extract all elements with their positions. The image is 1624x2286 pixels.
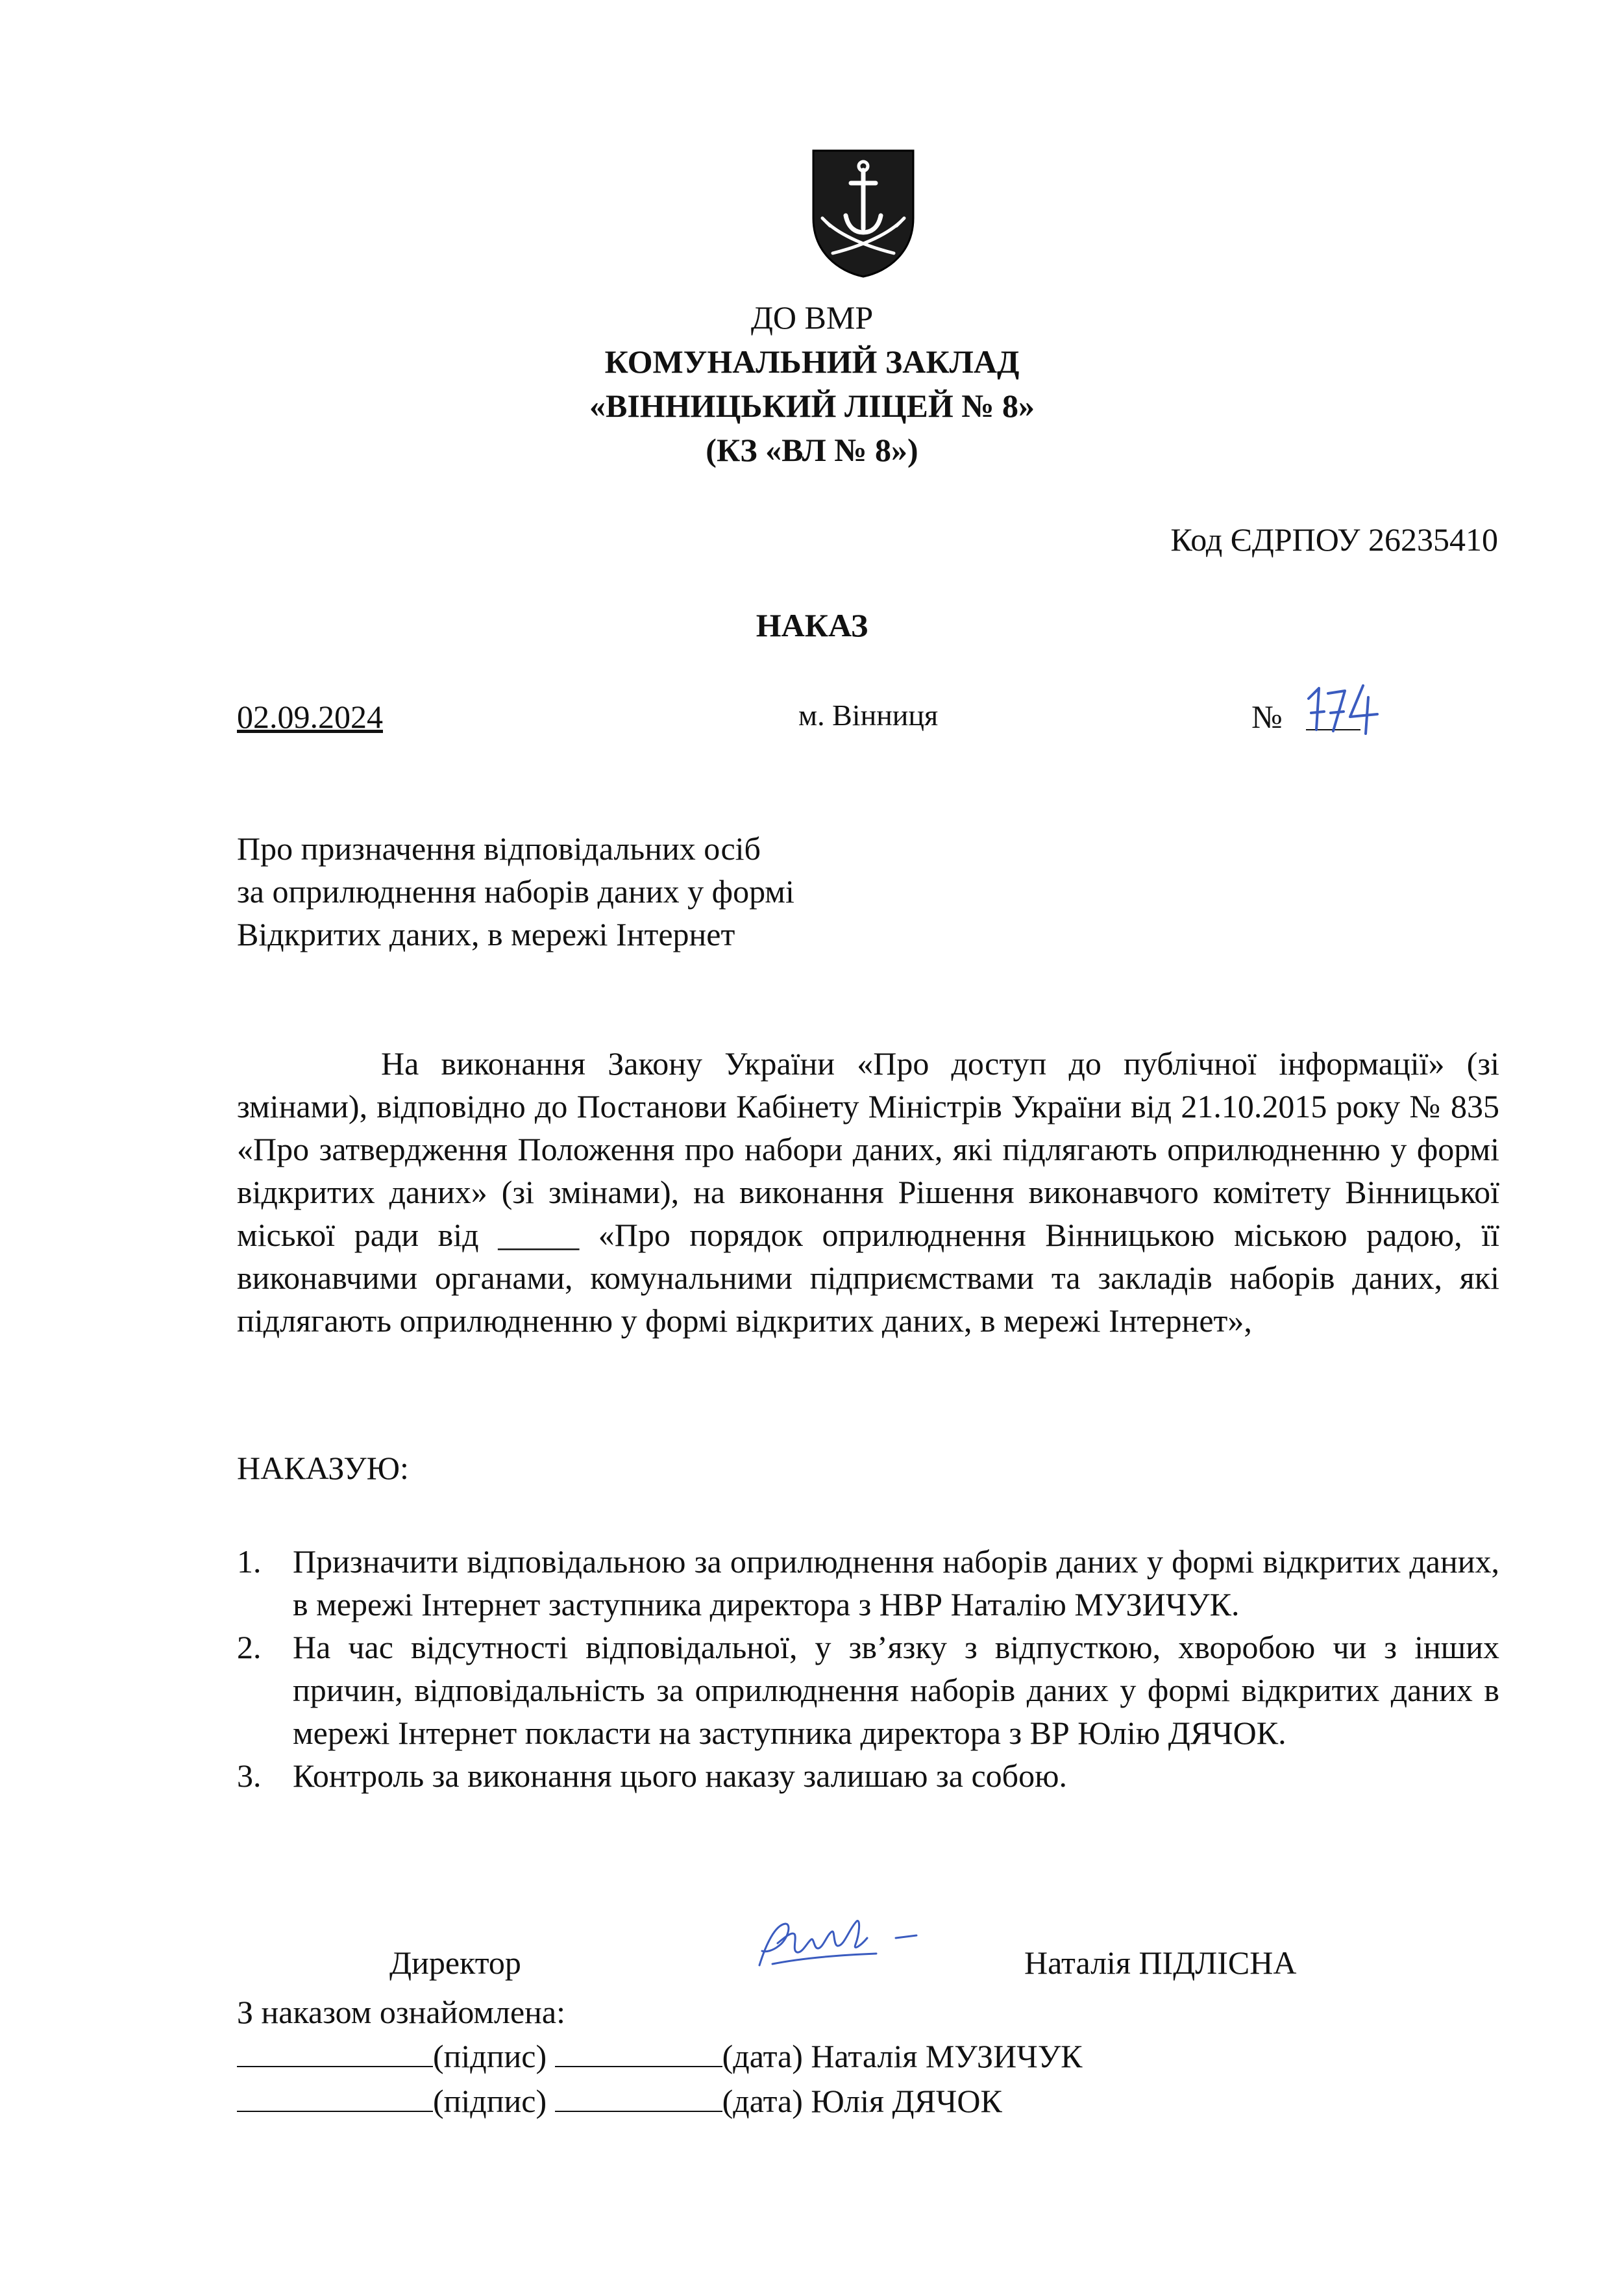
order-item-number: 3. xyxy=(237,1758,262,1794)
signature-label: (підпис) xyxy=(433,2083,547,2119)
subject-line: Відкритих даних, в мережі Інтернет xyxy=(237,916,735,952)
acknowledgement-row xyxy=(237,2035,1082,2078)
preamble-paragraph xyxy=(237,1042,1499,1342)
department-line: ДО ВМР xyxy=(750,299,874,336)
acknowledgement-row xyxy=(237,2080,1002,2122)
edrpou-code: Код ЄДРПОУ 26235410 xyxy=(1170,521,1498,558)
org-name-line2: «ВІННИЦЬКИЙ ЛІЦЕЙ № 8» xyxy=(589,388,1035,424)
order-item-text: Контроль за виконання цього наказу залишаю за собою. xyxy=(293,1758,1067,1794)
order-number-label: № xyxy=(1251,699,1283,735)
subject-line: за оприлюднення наборів даних у формі xyxy=(237,873,794,910)
order-item xyxy=(237,1626,1499,1754)
date-blank xyxy=(555,2040,722,2067)
order-date: 02.09.2024 xyxy=(237,699,383,735)
order-item-text: На час відсутності відповідальної, у зв’язку з відпусткою, хворобою чи з інших причин, відповідальність за оприлюднення наборів даних у формі відкритих даних в мережі Інтернет покласти на заступника директора з ВР Юлію ДЯЧОК. xyxy=(293,1629,1499,1751)
order-item-text: Призначити відповідальною за оприлюднення наборів даних у формі відкритих даних, в мережі Інтернет заступника директора з НВР Наталію МУЗИЧУК. xyxy=(293,1543,1499,1622)
director-name: Наталія ПІДЛІСНА xyxy=(1024,1944,1297,1981)
order-item xyxy=(237,1540,1499,1626)
order-item xyxy=(237,1754,1499,1797)
coat-of-arms-icon xyxy=(808,145,918,279)
order-item-number: 2. xyxy=(237,1629,262,1665)
handwritten-order-number xyxy=(1305,679,1383,738)
acknowledger-name: Наталія МУЗИЧУК xyxy=(811,2038,1083,2074)
order-items-list xyxy=(237,1540,1499,1797)
preamble-text: На виконання Закону України «Про доступ до публічної інформації» (зі змінами), відповідно до Постанови Кабінету Міністрів України від 21.10.2015 року № 835 «Про затвердження Положення про набори даних, які підлягають оприлюдненню у формі відкритих даних» (зі змінами), на виконання Рішення виконавчого комітету Вінницької міської ради від _____ «Про порядок оприлюднення Вінницькою міською радою, її виконавчими органами, комунальними підприємствами та закладів наборів даних, які підлягають оприлюдненню у формі відкритих даних, в мережі Інтернет», xyxy=(237,1045,1499,1339)
signature-label: (підпис) xyxy=(433,2038,547,2074)
director-signature xyxy=(746,1906,941,1983)
org-short-name: (КЗ «ВЛ № 8») xyxy=(706,432,918,468)
subject-line: Про призначення відповідальних осіб xyxy=(237,830,761,867)
signature-blank xyxy=(237,2040,433,2067)
date-label: (дата) xyxy=(722,2083,803,2119)
acknowledger-name: Юлія ДЯЧОК xyxy=(811,2083,1002,2119)
order-directive-word: НАКАЗУЮ: xyxy=(237,1450,409,1486)
order-subject xyxy=(237,827,1016,956)
director-title: Директор xyxy=(389,1944,521,1981)
doc-type-title: НАКАЗ xyxy=(756,607,868,643)
order-city: м. Вінниця xyxy=(798,699,939,732)
signature-blank xyxy=(237,2085,433,2112)
order-item-number: 1. xyxy=(237,1543,262,1580)
date-label: (дата) xyxy=(722,2038,803,2074)
date-blank xyxy=(555,2085,722,2112)
acknowledgement-heading: З наказом ознайомлена: xyxy=(237,1994,566,2030)
org-name-line1: КОМУНАЛЬНИЙ ЗАКЛАД xyxy=(604,343,1020,380)
